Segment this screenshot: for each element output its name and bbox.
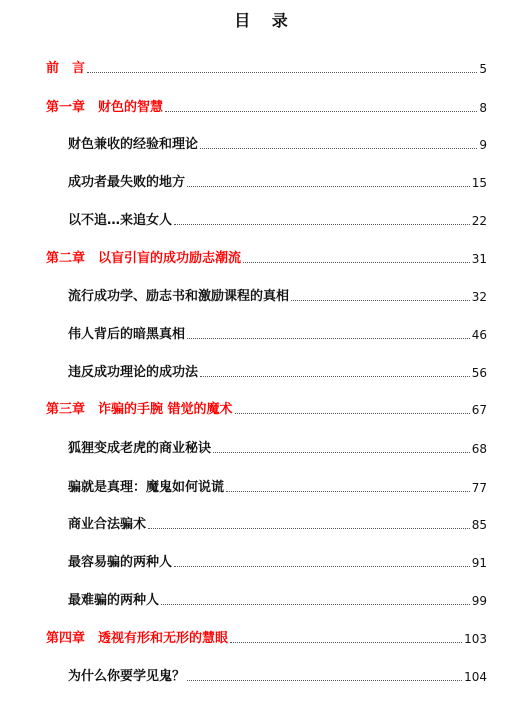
toc-entry-label: 财色兼收的经验和理论 [68, 137, 199, 152]
toc-page-number: 99 [471, 594, 487, 608]
toc-entry-section[interactable] [68, 439, 487, 457]
toc-page-number: 104 [464, 670, 487, 684]
dot-leader [187, 679, 462, 681]
toc-entry-section[interactable] [68, 591, 487, 609]
toc-entry-section[interactable] [68, 325, 487, 343]
dot-leader [200, 147, 477, 149]
toc-entry-section[interactable] [68, 211, 487, 229]
toc-entry-label: 以不追…来追女人 [68, 213, 173, 228]
toc-page-number: 68 [471, 442, 487, 456]
dot-leader [243, 261, 470, 263]
toc-page-number: 46 [471, 328, 487, 342]
dot-leader [291, 299, 470, 301]
dot-leader [174, 565, 470, 567]
toc-page-number: 56 [471, 366, 487, 380]
dot-leader [87, 71, 477, 73]
toc-entry-section[interactable] [68, 667, 487, 685]
toc-entry-label: 骗就是真理：魔鬼如何说谎 [68, 480, 225, 495]
toc-page-number: 15 [471, 176, 487, 190]
toc-entry-label: 前 言 [46, 61, 86, 76]
toc-page-number: 5 [479, 62, 487, 76]
toc-page-number: 9 [479, 138, 487, 152]
toc-entry-label: 商业合法骗术 [68, 517, 147, 532]
toc-page-number: 103 [464, 632, 487, 646]
dot-leader [226, 490, 470, 492]
toc-entry-label: 第三章 诈骗的手腕 错觉的魔术 [46, 402, 233, 417]
toc-entry-section[interactable] [68, 478, 487, 496]
toc-page-number: 8 [479, 101, 487, 115]
toc-entry-label: 第二章 以盲引盲的成功励志潮流 [46, 251, 242, 266]
toc-entry-section[interactable] [68, 173, 487, 191]
toc-entry-section[interactable] [68, 515, 487, 533]
toc-entry-chapter-1[interactable] [46, 98, 487, 116]
toc-entry-label: 狐狸变成老虎的商业秘诀 [68, 441, 212, 456]
toc-entry-chapter-4[interactable] [46, 629, 487, 647]
toc-entry-preface[interactable] [46, 59, 487, 77]
dot-leader [235, 412, 470, 414]
dot-leader [148, 527, 470, 529]
toc-entry-label: 成功者最失败的地方 [68, 175, 186, 190]
toc-entry-label: 违反成功理论的成功法 [68, 365, 199, 380]
dot-leader [213, 451, 470, 453]
toc-entry-label: 最难骗的两种人 [68, 593, 160, 608]
toc-entry-section[interactable] [68, 363, 487, 381]
dot-leader [187, 185, 470, 187]
toc-entry-chapter-3[interactable] [46, 400, 487, 418]
toc-entry-label: 为什么你要学见鬼？ [68, 669, 186, 684]
toc-entry-label: 第四章 透视有形和无形的慧眼 [46, 631, 229, 646]
toc-entry-label: 流行成功学、励志书和激励课程的真相 [68, 289, 290, 304]
toc-entry-chapter-2[interactable] [46, 249, 487, 267]
toc-entry-label: 第一章 财色的智慧 [46, 100, 164, 115]
toc-page-number: 67 [471, 403, 487, 417]
dot-leader [200, 375, 470, 377]
dot-leader [174, 223, 470, 225]
toc-page-number: 22 [471, 214, 487, 228]
dot-leader [230, 641, 462, 643]
toc-entry-section[interactable] [68, 287, 487, 305]
toc-entry-section[interactable] [68, 553, 487, 571]
toc-page-number: 91 [471, 556, 487, 570]
toc-entry-label: 最容易骗的两种人 [68, 555, 173, 570]
toc-page-number: 31 [471, 252, 487, 266]
page-title: 目 录 [234, 11, 296, 30]
toc-page-number: 85 [471, 518, 487, 532]
toc-entry-section[interactable] [68, 135, 487, 153]
toc-entry-label: 伟人背后的暗黑真相 [68, 327, 186, 342]
dot-leader [187, 337, 470, 339]
dot-leader [161, 603, 470, 605]
dot-leader [165, 110, 477, 112]
toc-page-number: 77 [471, 481, 487, 495]
toc-page-number: 32 [471, 290, 487, 304]
